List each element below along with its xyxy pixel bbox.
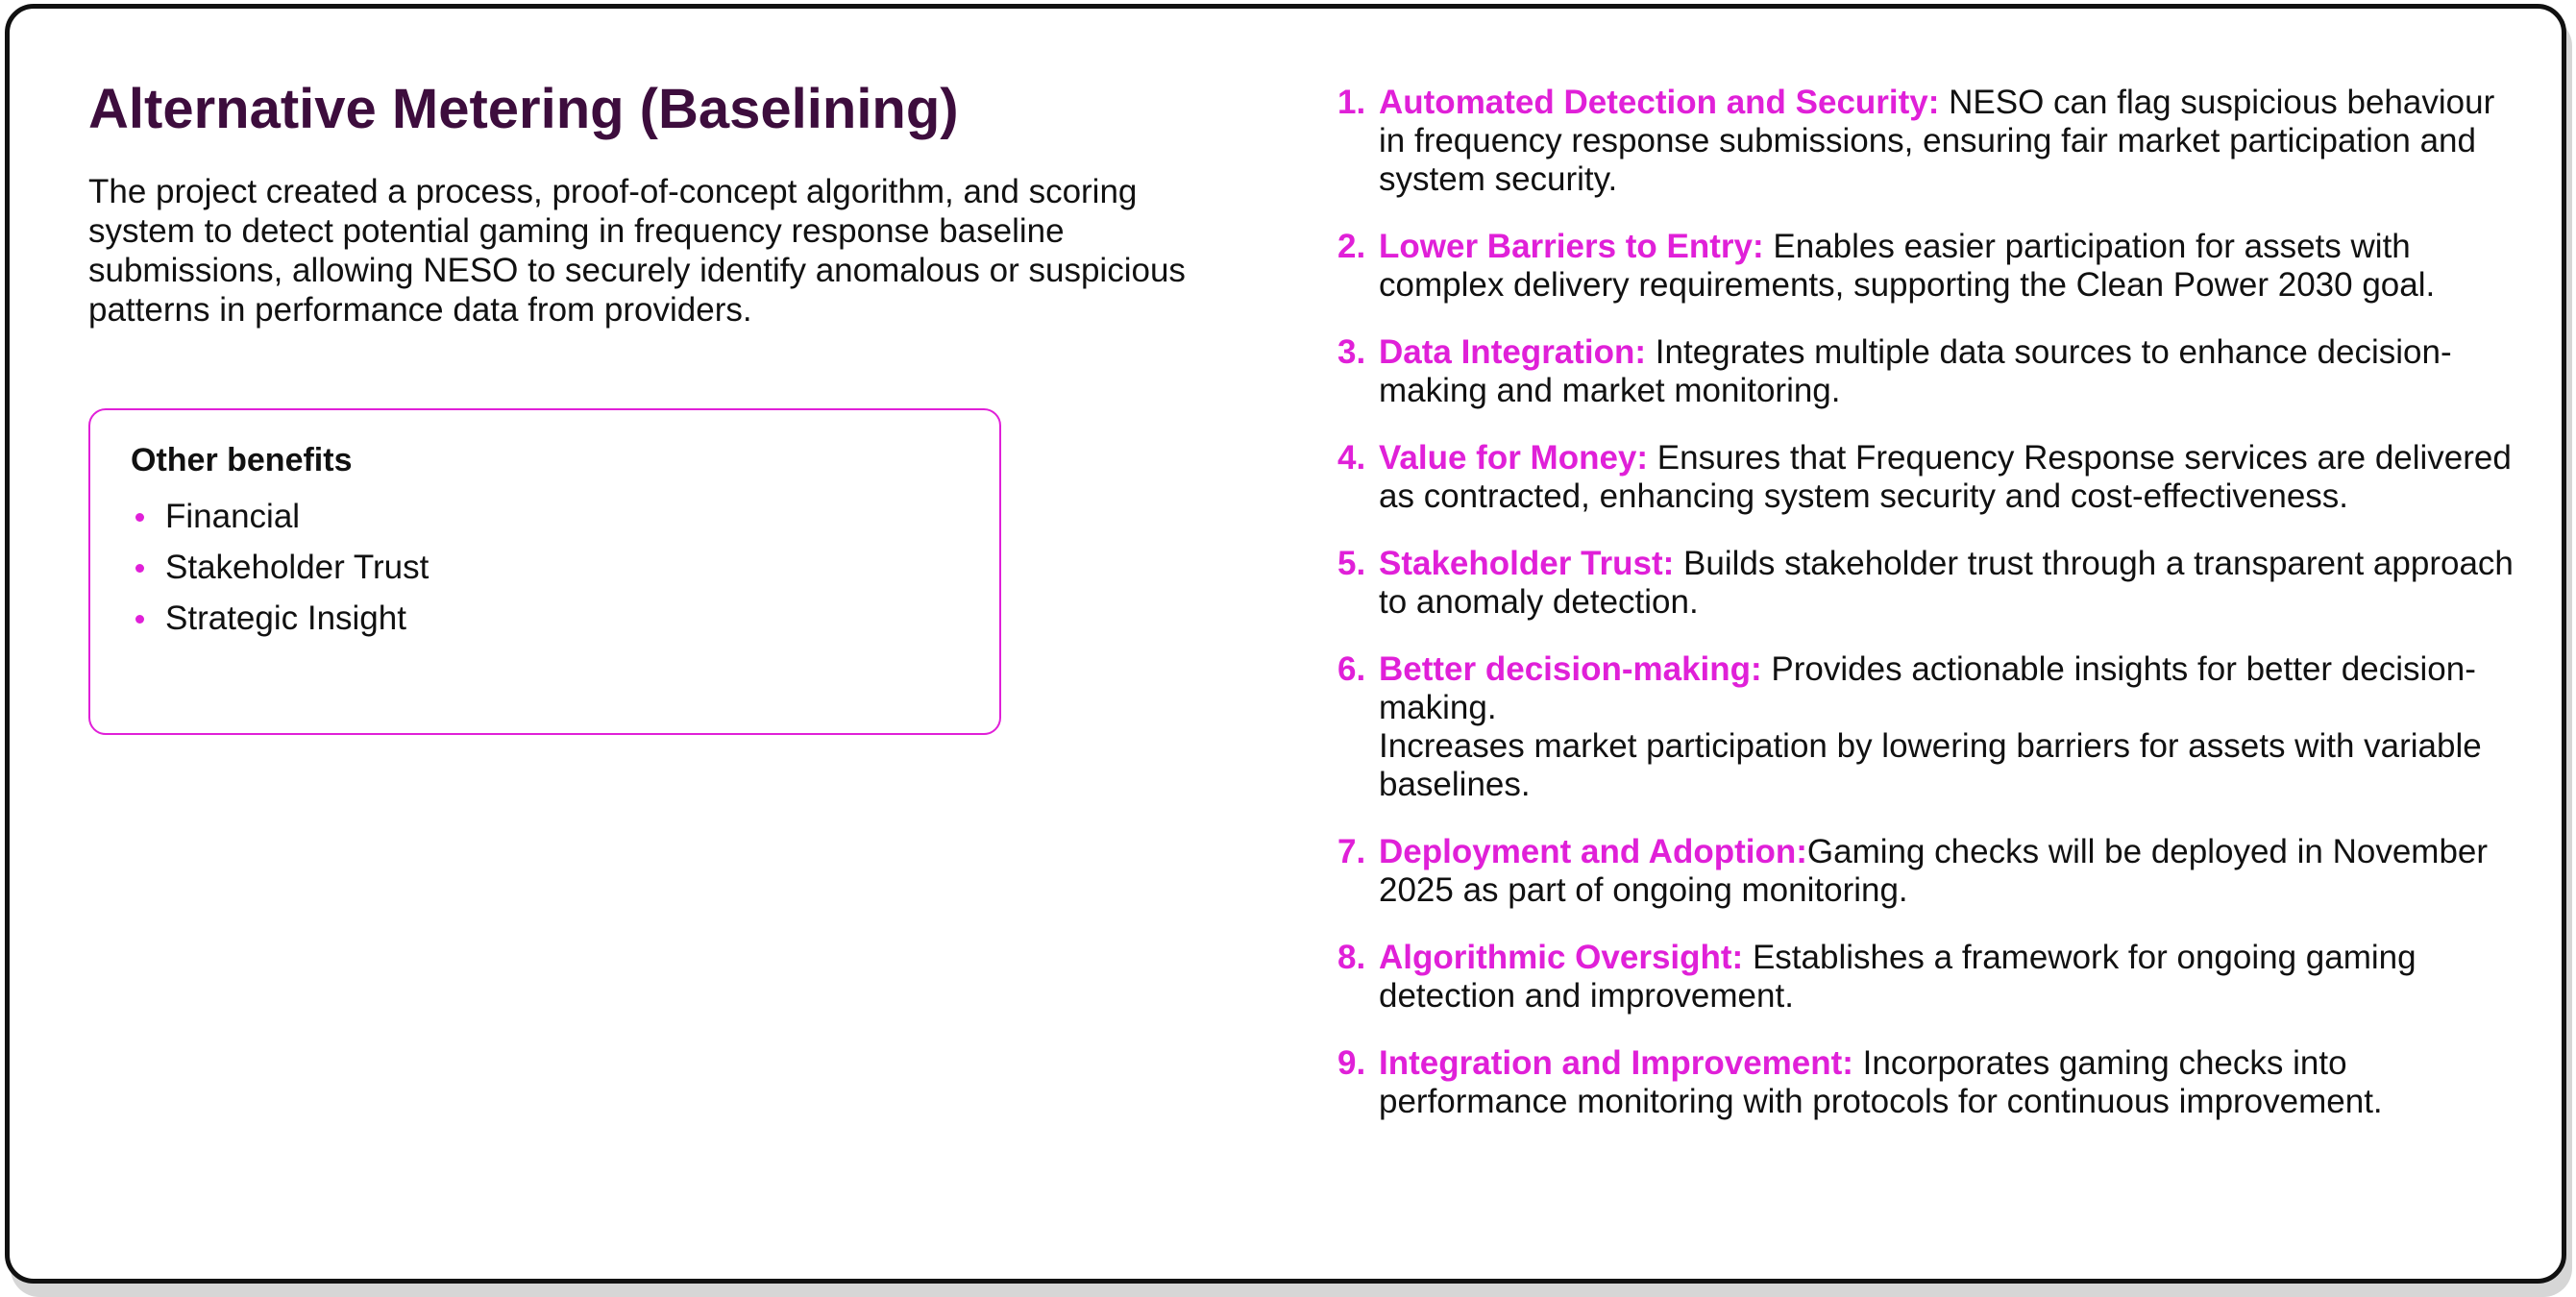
item-heading: Lower Barriers to Entry: (1379, 228, 1764, 265)
item-number: 9. (1337, 1044, 1366, 1082)
item-text: Gaming checks will be deployed in November 2025 as part of ongoing monitoring. (1379, 833, 2489, 909)
list-item (1337, 439, 2519, 516)
item-heading: Deployment and Adoption: (1379, 833, 1807, 870)
item-heading: Stakeholder Trust: (1379, 545, 1675, 582)
benefits-list (131, 491, 999, 644)
item-number: 6. (1337, 650, 1366, 688)
item-text: Provides actionable insights for better decision-making. (1379, 650, 2476, 726)
item-heading: Data Integration: (1379, 333, 1647, 371)
list-item (1337, 939, 2519, 1016)
list-item (1337, 84, 2519, 199)
item-heading: Value for Money: (1379, 439, 1649, 477)
item-text-extra: Increases market participation by lowering barriers for assets with variable baselines. (1379, 727, 2482, 803)
item-number: 7. (1337, 833, 1366, 870)
item-number: 4. (1337, 439, 1366, 477)
item-number: 3. (1337, 333, 1366, 371)
item-number: 2. (1337, 228, 1366, 265)
benefits-numbered-list (1337, 84, 2519, 1150)
item-number: 8. (1337, 939, 1366, 976)
list-item (1337, 545, 2519, 622)
item-text: Incorporates gaming checks into performance monitoring with protocols for continuous improvement. (1379, 1044, 2383, 1120)
item-text: Enables easier participation for assets with complex delivery requirements, supporting the Clean Power 2030 goal. (1379, 228, 2436, 304)
list-item: Strategic Insight (131, 593, 999, 644)
page-title: Alternative Metering (Baselining) (88, 78, 959, 140)
bullet-icon (135, 615, 144, 624)
list-item (1337, 833, 2519, 910)
list-item (1337, 1044, 2519, 1121)
content-card (5, 4, 2566, 1284)
other-benefits-box (88, 408, 1001, 735)
item-number: 5. (1337, 545, 1366, 582)
list-item: Stakeholder Trust (131, 542, 999, 593)
item-text: Builds stakeholder trust through a transparent approach to anomaly detection. (1379, 545, 2514, 621)
item-text: Ensures that Frequency Response services are delivered as contracted, enhancing system security and cost-effectiveness. (1379, 439, 2512, 515)
bullet-icon (135, 564, 144, 573)
intro-paragraph: The project created a process, proof-of-concept algorithm, and scoring system to detect potential gaming in frequency response baseline submissions, allowing NESO to securely identify anomalous or suspicious patterns in performance data from providers. (88, 173, 1186, 329)
list-item (1337, 228, 2519, 305)
item-heading: Algorithmic Oversight: (1379, 939, 1744, 976)
item-heading: Automated Detection and Security: (1379, 84, 1940, 121)
benefits-title: Other benefits (131, 442, 353, 478)
item-text: NESO can flag suspicious behaviour in frequency response submissions, ensuring fair market participation and system security. (1379, 84, 2495, 198)
list-item: Financial (131, 491, 999, 542)
item-number: 1. (1337, 84, 1366, 121)
intro-section (88, 76, 1203, 330)
list-item (1337, 650, 2519, 804)
item-heading: Better decision-making: (1379, 650, 1762, 688)
item-text: Establishes a framework for ongoing gaming detection and improvement. (1379, 939, 2417, 1015)
item-heading: Integration and Improvement: (1379, 1044, 1853, 1082)
bullet-icon (135, 513, 144, 522)
item-text: Integrates multiple data sources to enhance decision-making and market monitoring. (1379, 333, 2452, 409)
list-item (1337, 333, 2519, 410)
